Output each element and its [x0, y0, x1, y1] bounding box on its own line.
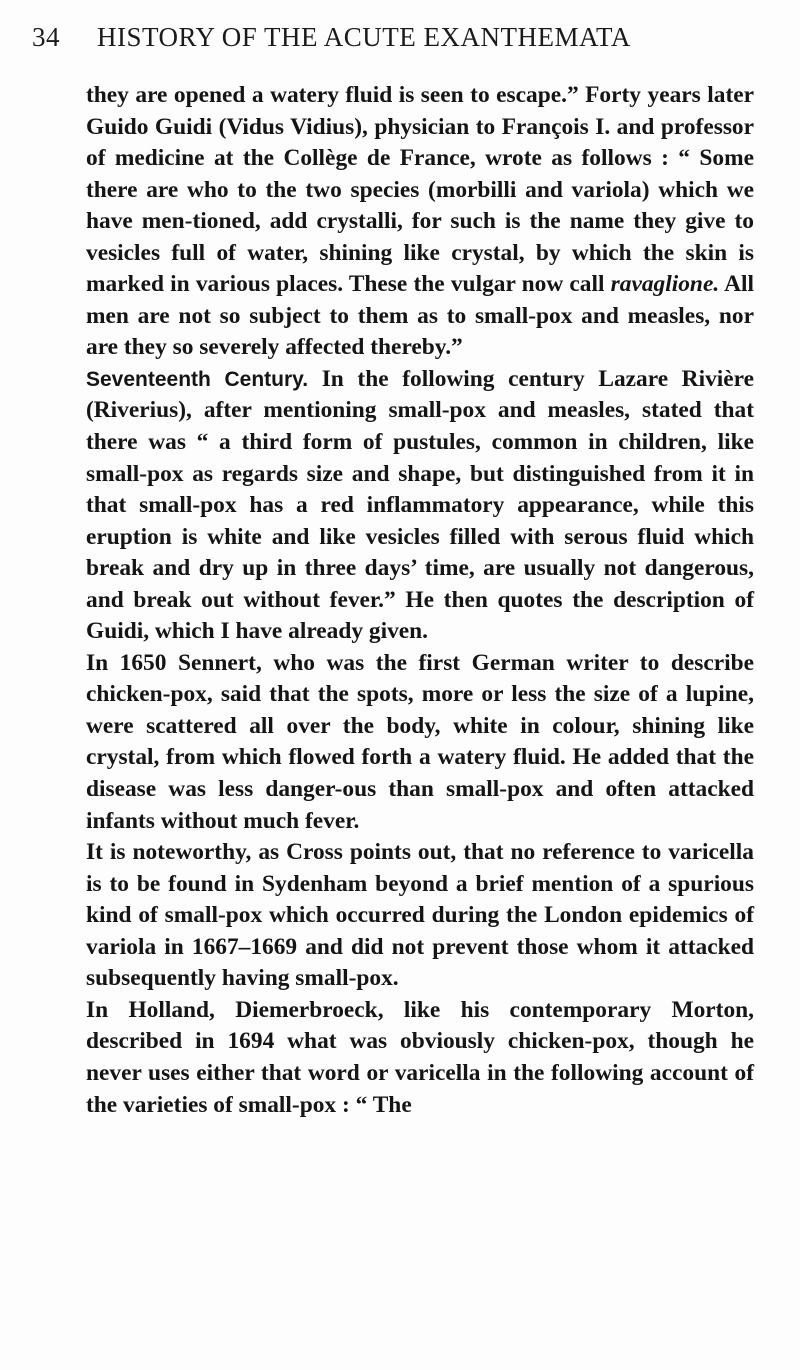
paragraph-2-text: In the following century Lazare Rivière (Riverius), after mentioning small-pox and measles, stated that there was “ a third form of pustules, common in children, like small-pox as regards size and shape, but distinguished from it in that small-pox has a red inflammatory appearance, while this eruption is white and like vesicles filled with serous fluid which break and dry up in three days’ time, are usually not dangerous, and break out without fever.” He then quotes the description of Guidi, which I have already given. [86, 365, 754, 645]
paragraph-5 [86, 995, 754, 1121]
page-number: 34 [32, 22, 60, 52]
paragraph-3-text: In 1650 Sennert, who was the first German writer to describe chicken-pox, said that the spots, more or less the size of a lupine, were scattered all over the body, white in colour, shining like crystal, from which flowed forth a watery fluid. He added that the disease was less danger-ous than small-pox and often attacked infants without much fever. [86, 649, 754, 834]
body-text [86, 80, 754, 1121]
section-runin-heading: Seventeenth Century. [86, 367, 309, 391]
running-head: HISTORY OF THE ACUTE EXANTHEMATA [97, 22, 631, 52]
paragraph-1-text-after: All men are not so subject to them as to small-pox and measles, nor are they so severely affected thereby.” [86, 271, 754, 361]
paragraph-3 [86, 648, 754, 837]
paragraph-5-text: In Holland, Diemerbroeck, like his contemporary Morton, described in 1694 what was obviously chicken-pox, though he never uses either that word or varicella in the following account of the varieties of small-pox : “ The [86, 996, 754, 1118]
page-header [32, 22, 772, 56]
paragraph-4-text: It is noteworthy, as Cross points out, that no reference to varicella is to be found in Sydenham beyond a brief mention of a spurious kind of small-pox which occurred during the London epidemics of variola in 1667–1669 and did not prevent those whom it attacked subsequently having small-pox. [86, 839, 754, 992]
paragraph-1 [86, 80, 754, 364]
paragraph-1-text-before: they are opened a watery fluid is seen to escape.” Forty years later Guido Guidi (Vidus Vidius), physician to François I. and professor of medicine at the Collège de France, wrote as follows : “ Some there are who to the two species (morbilli and variola) which we have men-tioned, add crystalli, for such is the name they give to vesicles full of water, shining like crystal, by which the skin is marked in various places. These the vulgar now call [86, 82, 754, 298]
paragraph-2 [86, 364, 754, 648]
paragraph-4 [86, 837, 754, 995]
italic-term: ravaglione. [610, 271, 720, 298]
